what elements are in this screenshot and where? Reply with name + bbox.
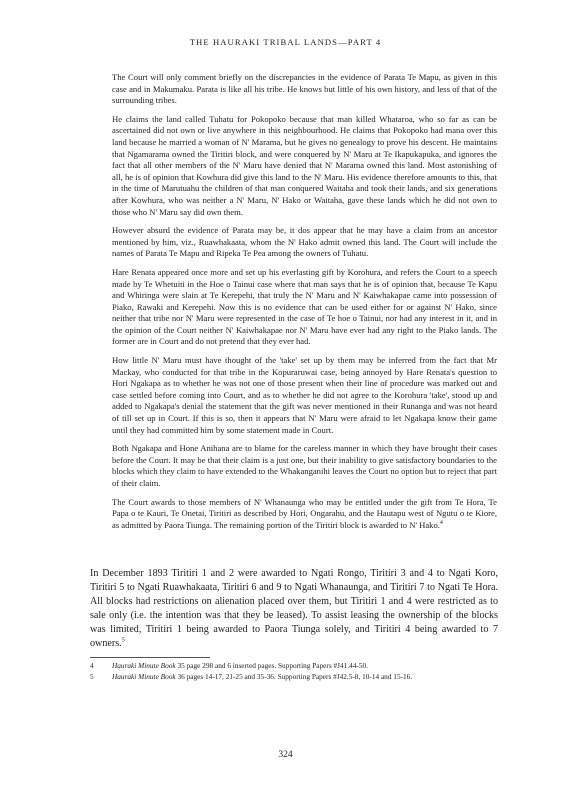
page-number: 324	[278, 750, 293, 760]
quote-paragraph: The Court will only comment briefly on the discrepancies in the evidence of Parata Te Mapu, as given in this case and in Makumaku. Parata is like all his tribe. He knows but little of his own history, and less of that of the surrounding tribes.	[112, 72, 497, 106]
quoted-judgment	[112, 72, 497, 538]
running-header: THE HAURAKI TRIBAL LANDS—PART 4	[189, 37, 382, 47]
quote-paragraph: However absurd the evidence of Parata may be, it dos appear that he may have a claim from an ancestor mentioned by him, viz., Ruawhakaata, whom the N' Hako admit owned this land. The Court will include the names of Parata Te Mapu and Ripeka Te Pea among the owners of Tuhatu.	[112, 225, 497, 259]
body-paragraph	[90, 567, 498, 652]
footnote-number: 5	[90, 671, 94, 681]
footnote	[90, 672, 498, 683]
footnote-ref[interactable]: 5	[121, 638, 125, 645]
quote-paragraph: Both Ngakapa and Hone Anihana are to blame for the careless manner in which they have brought their cases before the Court. It may be that their claim is a just one, but their inability to give satisfactory boundaries to the blocks which they claim to have extended to the Whakanganihi leaves the Court no option but to reject that part of their claim.	[112, 443, 497, 488]
quote-paragraph	[112, 497, 497, 532]
quote-paragraph-text: The Court awards to those members of N' Whanaunga who may be entitled under the gift from Te Hora, Te Papa o te Kauri, Te Onetai, Tiritiri as described by Hori, Ongarahu, and the Hautapu west of Ngutu o te Kiore, as admitted by Paora Tiunga. The remaining portion of the Tiritiri block is awarded to N' Hako.	[112, 496, 497, 530]
footnote-source: Hauraki Minute Book	[112, 661, 176, 670]
footnote-text	[112, 661, 498, 672]
footnotes	[90, 657, 498, 682]
footnote-detail: 35 page 298 and 6 inserted pages. Supporting Papers #J41.44-50.	[175, 661, 368, 670]
body-paragraph-text: In December 1893 Tiritiri 1 and 2 were awarded to Ngati Rongo, Tiritiri 3 and 4 to Ngati Koro, Tiritiri 5 to Ngati Ruawhakaata, Tiritiri 6 and 9 to Ngati Whanaunga, and Tiritiri 7 to Ngati Te Hora. All blocks had restrictions on alienation placed over them, but Tiritiri 1 and 4 were restricted as to sale only (i.e. the intention was that they be leased). To assist leasing the ownership of the blocks was limited, Tiritiri 1 being awarded to Paora Tiunga solely, and Tiritiri 4 being awarded to 7 owners.	[90, 568, 498, 650]
footnote-number: 4	[90, 661, 94, 670]
footnote-ref[interactable]: 4	[439, 519, 443, 526]
footnote-text	[112, 672, 498, 683]
footnote	[90, 661, 498, 672]
quote-paragraph: Hare Renata appeared once more and set up his everlasting gift by Korohura, and refers the Court to a speech made by Te Whetuiti in the Hoe o Tainui case where that man says that he is of opinion that, because Te Kapu and Whiringa were slain at Te Kerepehi, that truly the N' Maru and N' Kaiwhakapae came into possession of Piako, Rawaki and Kerepehi. Now this is no evidence that can be used either for or against N' Hako, since neither that tribe nor N' Maru were represented in the case of Te hoe o Tainui, nor had any interest in it, and in the opinion of the Court neither N' Kaiwhakapae nor N' Maru have ever had any right to the Piako lands. The former are in Court and do not pretend that they ever had.	[112, 266, 497, 347]
footnote-source: Hauraki Minute Book	[112, 671, 176, 681]
quote-paragraph: How little N' Maru must have thought of the 'take' set up by them may be inferred from the fact that Mr Mackay, who conducted for that tribe in the Kopuraruwai case, being annoyed by Hare Renata's question to Hori Ngakapa as to whether he was not one of those present when their line of procedure was marked out and case settled before coming into Court, and as to whether he did not agree to the Korohura 'take', stood up and added to Ngakapa's denial the statement that the gift was never mentioned in their Runanga and was not heard of till set up in Court. If this is so, then it appears that N' Maru were afraid to let Ngakapa know their game until they had committed him by some statement made in Court.	[112, 355, 497, 435]
footnote-detail: 36 pages 14-17, 21-25 and 35-36. Supporting Papers #J42.5-8, 10-14 and 15-16.	[175, 671, 413, 681]
quote-paragraph: He claims the land called Tuhatu for Pokopoko because that man killed Whataroa, who so far as can be ascertained did not own or live anywhere in this neighbourhood. He claims that Pokopoko had mana over this land because he married a woman of N' Marama, but he gives no genealogy to prove his descent. He maintains that Ngamarama owned the Tiritiri block, and were conquered by N' Maru at Te Ikapukapuka, and ignores the fact that all other members of the N' Maru have denied that N' Marama owned this land. Most astonishing of all, he is of opinion that Kowhura did give this land to the N' Maru. His evidence therefore amounts to this, that in the time of Marutuahu the children of that man conquered Waitaha and took their lands, and six generations after Kowhura, who was neither a N' Maru, N' Hako or Waitaha, gave these lands which he did not own to those who N' Maru say did own them.	[112, 113, 497, 217]
footnote-divider	[90, 657, 210, 658]
